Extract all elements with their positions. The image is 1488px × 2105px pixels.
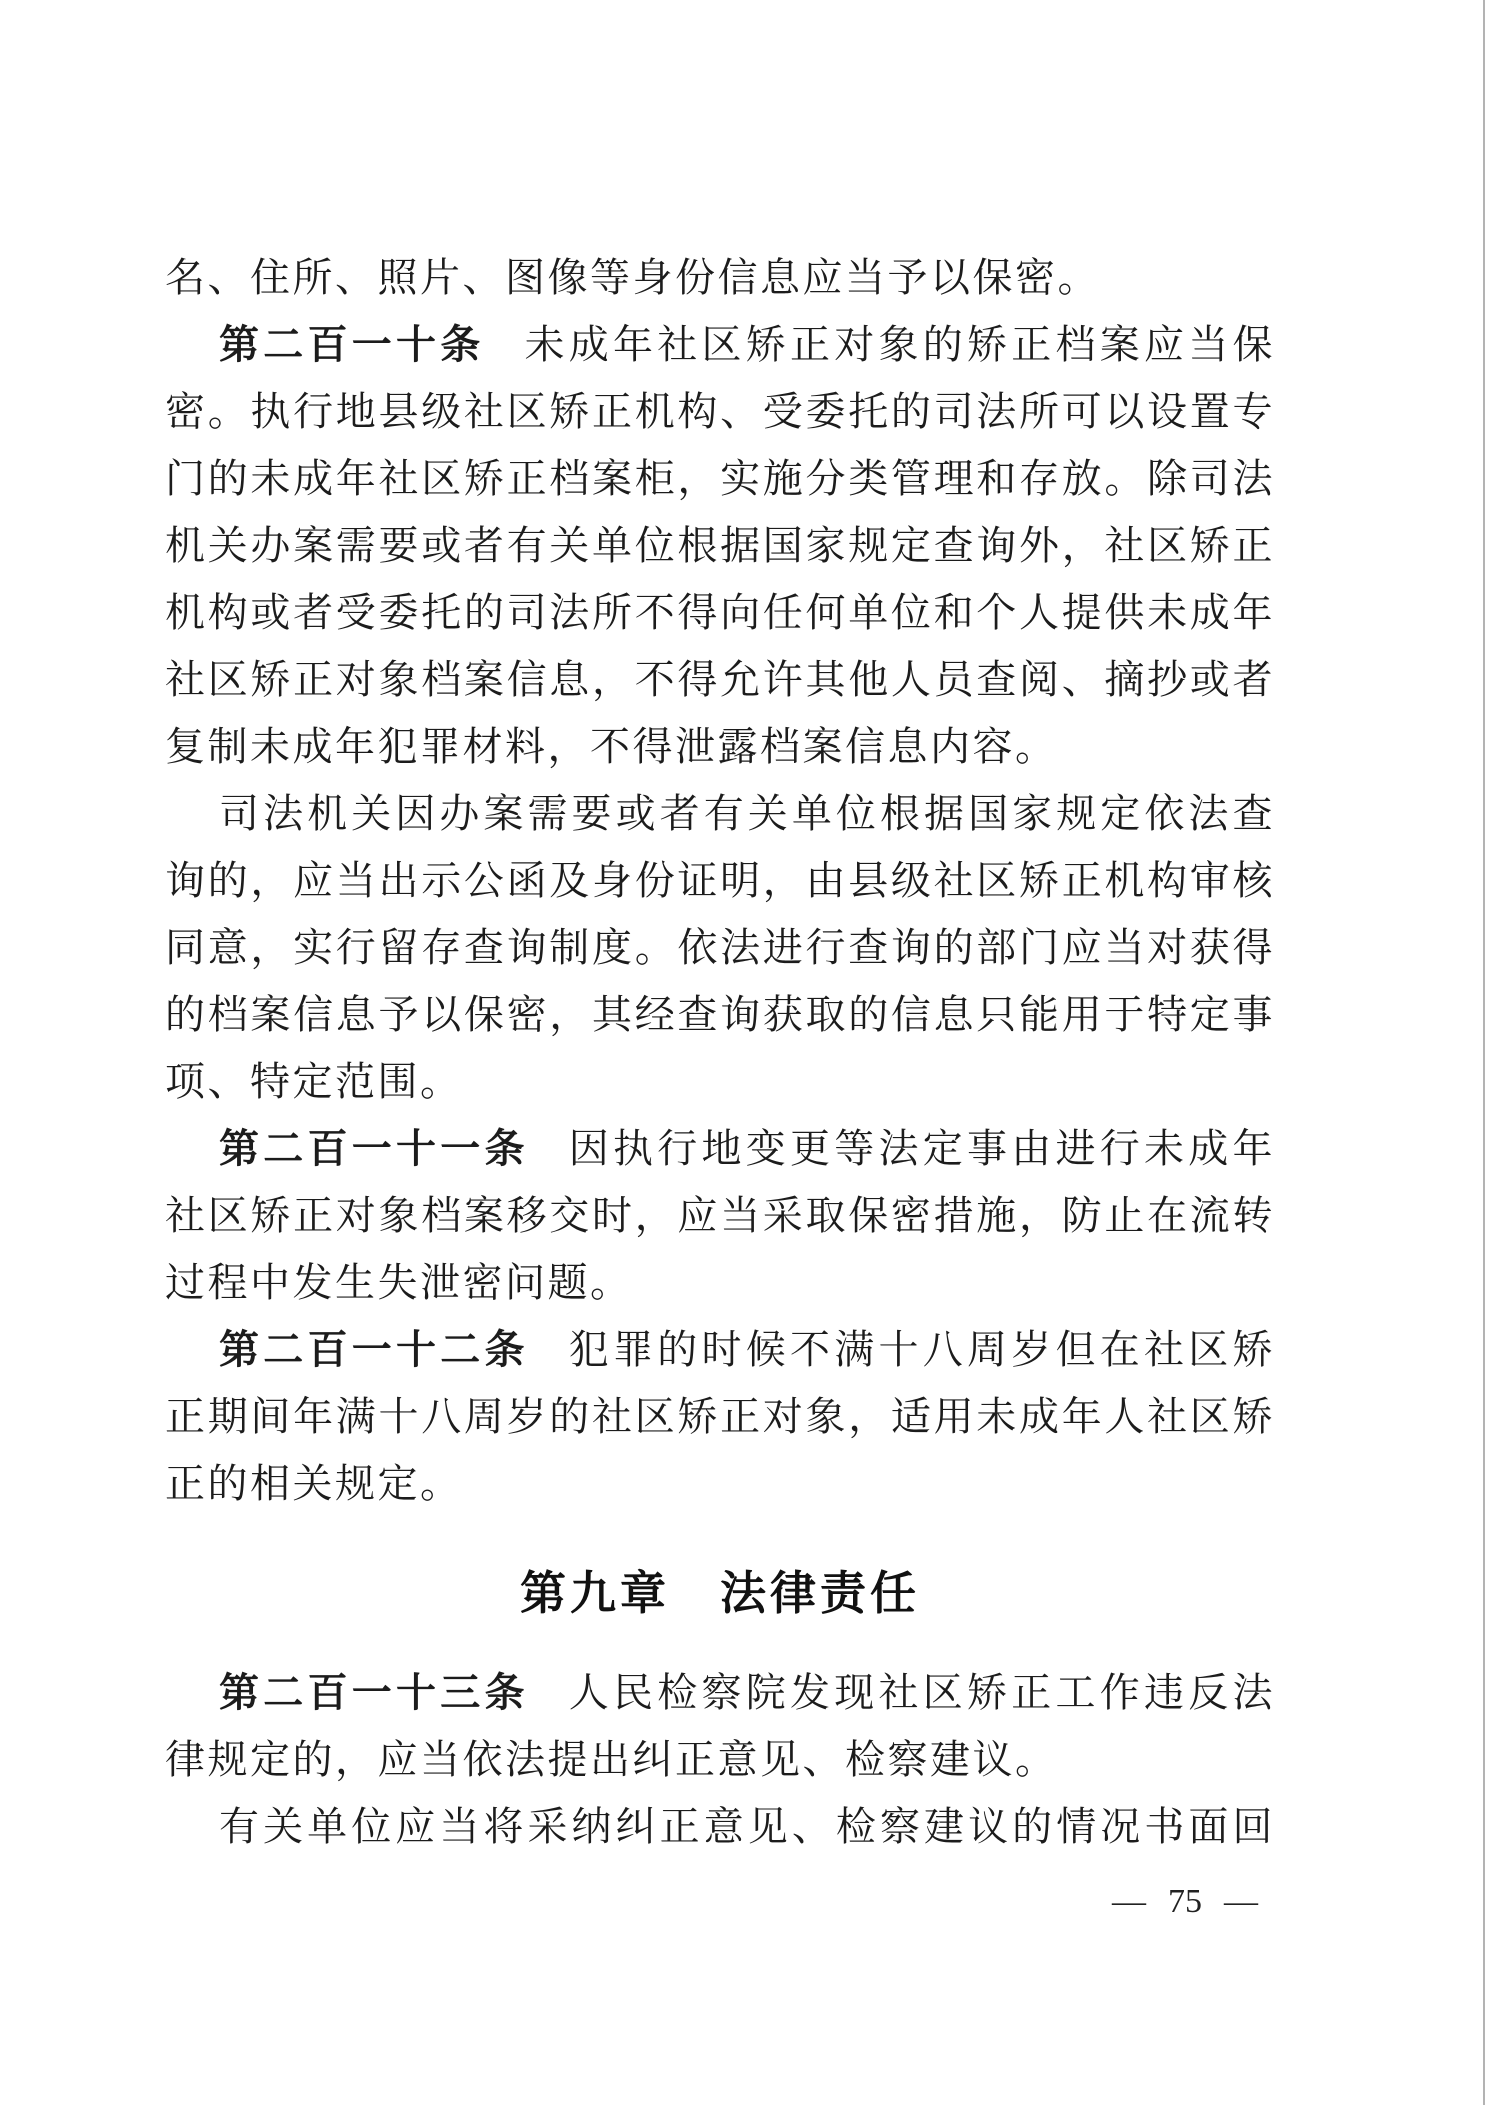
line-text: 密。执行地县级社区矫正机构、受委托的司法所可以设置专 — [165, 389, 1275, 434]
text-line — [165, 311, 1275, 378]
text-line — [165, 1249, 1275, 1316]
text-line — [165, 244, 1275, 311]
text-line — [165, 1048, 1275, 1115]
line-text: 司法机关因办案需要或者有关单位根据国家规定依法查 — [219, 791, 1275, 836]
page-number: 75 — [1168, 1883, 1202, 1920]
line-text: 的档案信息予以保密，其经查询获取的信息只能用于特定事 — [165, 992, 1275, 1037]
text-line — [165, 646, 1275, 713]
line-text: 未成年社区矫正对象的矫正档案应当保 — [524, 322, 1275, 367]
page-right-edge-line — [1483, 0, 1485, 2105]
text-line — [165, 512, 1275, 579]
text-line — [165, 1182, 1275, 1249]
line-text: 律规定的，应当依法提出纠正意见、检察建议。 — [165, 1737, 1058, 1782]
article-number: 第二百一十三条 — [219, 1671, 529, 1715]
text-line — [165, 713, 1275, 780]
line-text: 过程中发生失泄密问题。 — [165, 1260, 633, 1305]
text-line — [165, 981, 1275, 1048]
line-text: 项、特定范围。 — [165, 1059, 463, 1104]
text-line — [165, 445, 1275, 512]
line-text: 正期间年满十八周岁的社区矫正对象，适用未成年人社区矫 — [165, 1394, 1275, 1439]
line-text: 有关单位应当将采纳纠正意见、检察建议的情况书面回 — [219, 1804, 1275, 1849]
chapter-heading: 第九章 法律责任 — [520, 1567, 920, 1619]
text-line — [165, 780, 1275, 847]
text-line — [165, 579, 1275, 646]
text-line — [165, 1793, 1275, 1860]
text-line — [165, 378, 1275, 445]
line-text: 犯罪的时候不满十八周岁但在社区矫 — [568, 1327, 1275, 1372]
text-line — [165, 914, 1275, 981]
line-text: 机构或者受委托的司法所不得向任何单位和个人提供未成年 — [165, 590, 1275, 635]
text-line — [165, 1115, 1275, 1182]
line-text: 门的未成年社区矫正档案柜，实施分类管理和存放。除司法 — [165, 456, 1275, 501]
footer-dash-left: — — [1112, 1883, 1146, 1920]
text-line — [165, 1383, 1275, 1450]
article-number: 第二百一十一条 — [219, 1127, 529, 1171]
article-number: 第二百一十条 — [219, 323, 485, 367]
line-text: 询的，应当出示公函及身份证明，由县级社区矫正机构审核 — [165, 858, 1275, 903]
line-text: 社区矫正对象档案信息，不得允许其他人员查阅、摘抄或者 — [165, 657, 1275, 702]
text-line — [165, 1316, 1275, 1383]
line-text: 复制未成年犯罪材料，不得泄露档案信息内容。 — [165, 724, 1058, 769]
line-text: 正的相关规定。 — [165, 1461, 463, 1506]
text-line — [165, 1450, 1275, 1517]
text-column — [165, 244, 1275, 1860]
line-text: 社区矫正对象档案移交时，应当采取保密措施，防止在流转 — [165, 1193, 1275, 1238]
text-line — [165, 1726, 1275, 1793]
text-line — [165, 847, 1275, 914]
line-text: 同意，实行留存查询制度。依法进行查询的部门应当对获得 — [165, 925, 1275, 970]
article-number: 第二百一十二条 — [219, 1328, 529, 1372]
line-text: 名、住所、照片、图像等身份信息应当予以保密。 — [165, 255, 1100, 300]
line-text: 人民检察院发现社区矫正工作违反法 — [568, 1670, 1275, 1715]
line-text: 机关办案需要或者有关单位根据国家规定查询外，社区矫正 — [165, 523, 1275, 568]
page-number-footer — [1090, 1878, 1280, 1926]
line-text: 因执行地变更等法定事由进行未成年 — [568, 1126, 1275, 1171]
footer-dash-right: — — [1224, 1883, 1258, 1920]
text-line — [165, 1659, 1275, 1726]
